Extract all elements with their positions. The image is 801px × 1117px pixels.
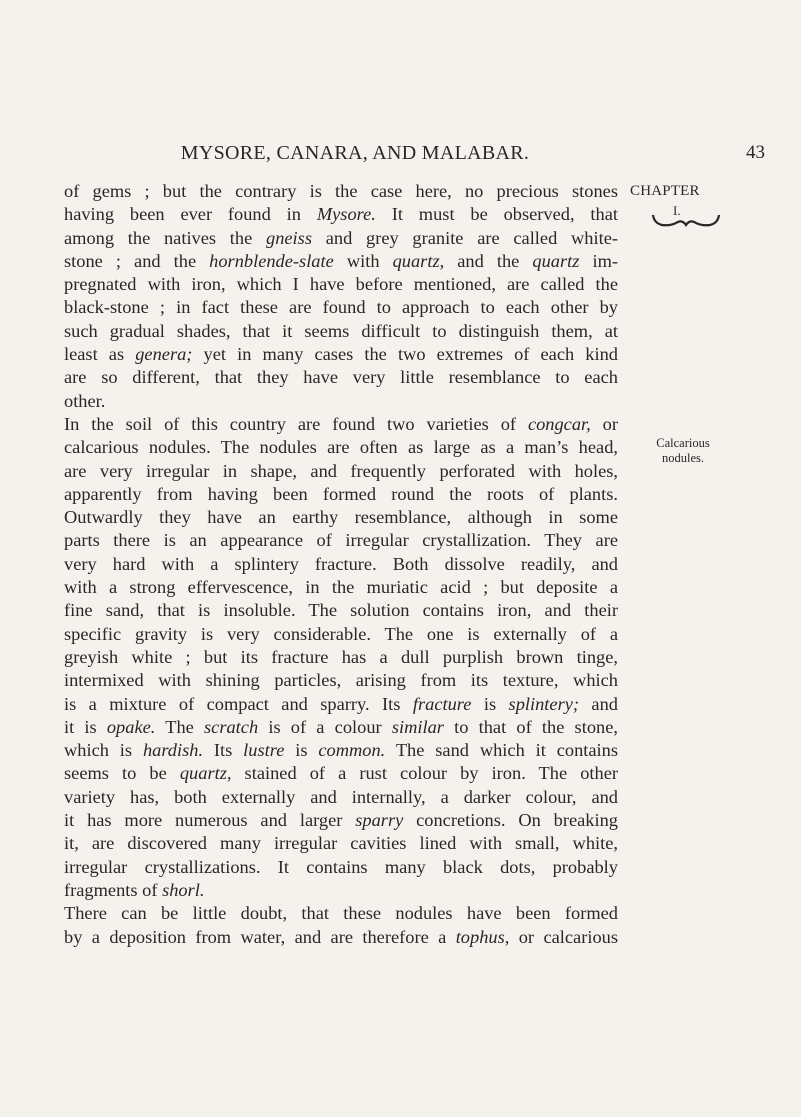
italic-term: quartz, [392, 250, 445, 271]
text-line: greyish white ; but its fracture has a dull purplish brown tinge, [64, 646, 618, 667]
italic-term: fracture [412, 693, 472, 714]
text-line: specific gravity is very considerable. The one is externally of a [64, 623, 618, 644]
text-line: are very irregular in shape, and frequently perforated with holes, [64, 460, 618, 481]
italic-term: shorl. [162, 879, 205, 900]
text-line: seems to be quartz, stained of a rust colour by iron. The other [64, 763, 618, 784]
italic-term: similar [391, 716, 444, 737]
italic-term: Mysore. [316, 204, 376, 225]
text-line: fine sand, that is insoluble. The solution contains iron, and their [64, 600, 618, 621]
italic-term: quartz [532, 250, 580, 271]
text-line: very hard with a splintery fracture. Both dissolve readily, and [64, 553, 618, 574]
text-line: such gradual shades, that it seems difficult to distinguish them, at [64, 320, 618, 341]
text-line: parts there is an appearance of irregular crystallization. They are [64, 530, 618, 551]
text-line: which is hardish. Its lustre is common. The sand which it contains [64, 740, 618, 761]
italic-term: quartz, [179, 763, 232, 784]
italic-term: sparry [355, 810, 404, 831]
italic-term: scratch [204, 716, 259, 737]
text-line: irregular crystallizations. It contains many black dots, probably [64, 856, 618, 877]
margin-note-line: nodules. [661, 451, 704, 465]
text-line: it has more numerous and larger sparry concretions. On breaking [64, 810, 618, 831]
text-line: apparently from having been formed round the roots of plants. [64, 483, 618, 504]
italic-term: hornblende-slate [209, 250, 334, 271]
text-line: is a mixture of compact and sparry. Its fracture is splintery; and [64, 693, 618, 714]
italic-term: splintery; [508, 693, 580, 714]
italic-term: lustre [243, 740, 285, 761]
text-line: with a strong effervescence, in the muriatic acid ; but deposite a [64, 577, 618, 598]
text-line: of gems ; but the contrary is the case here, no precious stones [64, 181, 618, 201]
margin-chapter-label: CHAPTER [630, 183, 700, 199]
italic-term: opake. [106, 716, 156, 737]
margin-note-line: Calcarious [656, 436, 710, 450]
text-line: stone ; and the hornblende-slate with quartz, and the quartz im- [64, 250, 618, 271]
text-line: other. [64, 390, 106, 411]
text-line: are so different, that they have very little resemblance to each [64, 367, 618, 388]
text-line: having been ever found in Mysore. It must be observed, that [64, 204, 618, 225]
text-line: There can be little doubt, that these nodules have been formed [64, 903, 618, 924]
text-line: it, are discovered many irregular cavities lined with small, white, [64, 833, 618, 854]
text-line: pregnated with iron, which I have before mentioned, are called the [64, 274, 618, 295]
chapter-bracket-ornament [650, 213, 722, 231]
italic-term: tophus, [455, 926, 510, 947]
italic-term: congcar, [527, 413, 591, 434]
italic-term: genera; [135, 344, 193, 365]
text-line: In the soil of this country are found two varieties of congcar, or [64, 413, 618, 434]
text-line: fragments of shorl. [64, 879, 205, 900]
body-text [64, 180, 618, 949]
text-line: least as genera; yet in many cases the two extremes of each kind [64, 344, 619, 365]
text-line: it is opake. The scratch is of a colour similar to that of the stone, [64, 716, 618, 737]
text-line: by a deposition from water, and are therefore a tophus, or calcarious [64, 926, 618, 947]
margin-note-calcarious-nodules [633, 436, 733, 466]
text-line: calcarious nodules. The nodules are often as large as a man’s head, [64, 437, 618, 458]
italic-term: common. [318, 740, 386, 761]
text-line: among the natives the gneiss and grey granite are called white- [64, 227, 618, 248]
margin-chapter-number: I. [673, 203, 681, 218]
italic-term: gneiss [266, 227, 312, 248]
text-line: black-stone ; in fact these are found to approach to each other by [64, 297, 618, 318]
text-line: Outwardly they have an earthy resemblance, although in some [64, 507, 618, 528]
running-header: MYSORE, CANARA, AND MALABAR. [180, 142, 530, 164]
page-number: 43 [746, 142, 765, 163]
italic-term: hardish. [142, 740, 204, 761]
text-line: variety has, both externally and internally, a darker colour, and [64, 786, 618, 807]
text-line: intermixed with shining particles, arising from its texture, which [64, 670, 618, 691]
